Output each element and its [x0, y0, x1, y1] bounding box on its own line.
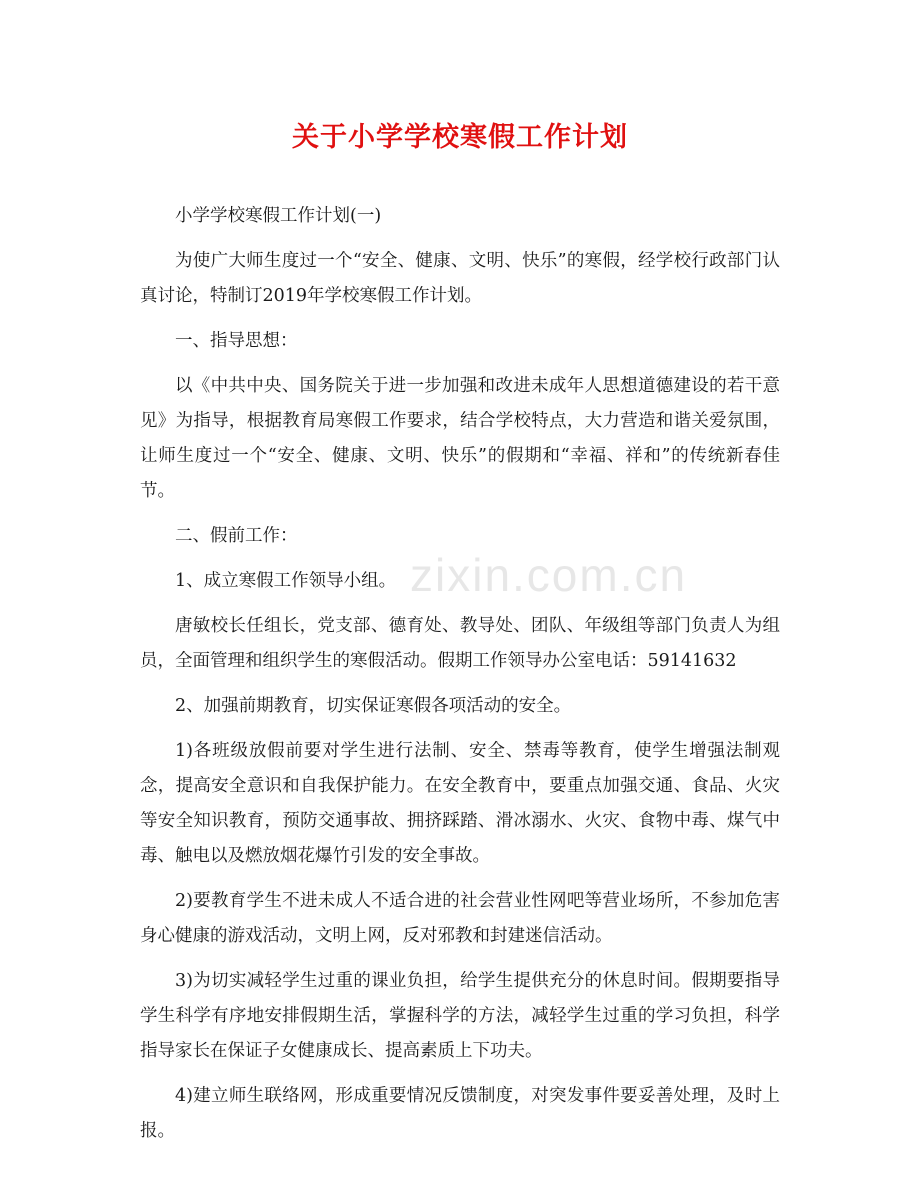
paragraph-guiding-ideology: 以《中共中央、国务院关于进一步加强和改进未成年人思想道德建设的若干意见》为指导，根据教育局寒假工作要求，结合学校特点，大力营造和谐关爱氛围，让师生度过一个“安全、健康、文明、快乐”的假期和“幸福、祥和”的传统新春佳节。 — [140, 376, 780, 501]
paragraph-reduce-burden: 3)为切实减轻学生过重的课业负担，给学生提供充分的休息时间。假期要指导学生科学有序地安排假期生活，掌握科学的方法，减轻学生过重的学习负担，科学指导家长在保证子女健康成长、提高素质上下功夫。 — [140, 971, 780, 1061]
heading-guiding-ideology: 一、指导思想： — [175, 331, 298, 351]
paragraph-intro: 为使广大师生度过一个“安全、健康、文明、快乐”的寒假，经学校行政部门认真讨论，特制订2019年学校寒假工作计划。 — [140, 251, 780, 306]
paragraph-contact-network: 4)建立师生联络网，形成重要情况反馈制度，对突发事件要妥善处理，及时上报。 — [140, 1086, 780, 1141]
paragraph-subtitle: 小学学校寒假工作计划(一) — [175, 206, 382, 226]
paragraph-no-internet-cafe: 2)要教育学生不进未成人不适合进的社会营业性网吧等营业场所，不参加危害身心健康的游戏活动，文明上网，反对邪教和封建迷信活动。 — [140, 891, 780, 946]
paragraph-safety-education: 1)各班级放假前要对学生进行法制、安全、禁毒等教育，使学生增强法制观念，提高安全意识和自我保护能力。在安全教育中，要重点加强交通、食品、火灾等安全知识教育，预防交通事故、拥挤踩踏、滑冰溺水、火灾、食物中毒、煤气中毒、触电以及燃放烟花爆竹引发的安全事故。 — [140, 741, 780, 866]
document-body — [140, 199, 780, 1159]
item-leadership-group: 1、成立寒假工作领导小组。 — [175, 571, 397, 591]
watermark: zixin.com.cn — [410, 549, 688, 601]
item-strengthen-education: 2、加强前期教育，切实保证寒假各项活动的安全。 — [175, 696, 572, 716]
paragraph-leadership-members: 唐敏校长任组长，党支部、德育处、教导处、团队、年级组等部门负责人为组员，全面管理和组织学生的寒假活动。假期工作领导办公室电话：59141632 — [140, 616, 780, 671]
document-title: 关于小学学校寒假工作计划 — [292, 122, 628, 153]
heading-pre-holiday-work: 二、假前工作： — [175, 526, 298, 546]
